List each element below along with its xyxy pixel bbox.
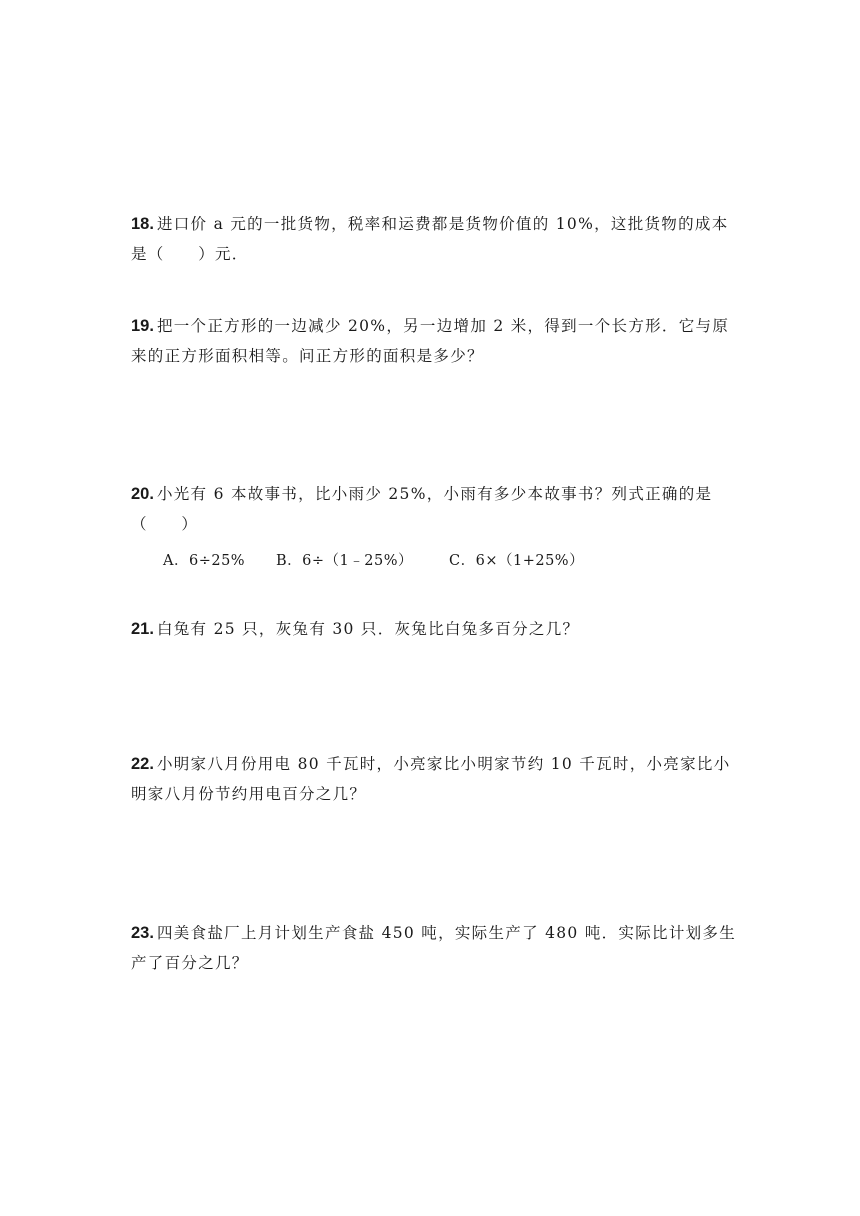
- question-text: （ ）: [131, 515, 199, 533]
- question-20-options: [163, 549, 584, 570]
- question-line: [131, 341, 731, 371]
- question-line: [131, 239, 731, 269]
- option-a: A．6÷25%: [163, 553, 246, 569]
- question-line: [131, 479, 731, 509]
- question-number: 21.: [131, 620, 154, 638]
- question-number: 23.: [131, 924, 154, 942]
- question-23: [131, 918, 737, 978]
- question-line: [131, 509, 731, 539]
- question-18: [131, 209, 731, 269]
- option-c: C．6×（1+25%）: [449, 553, 585, 569]
- question-number: 19.: [131, 317, 154, 335]
- question-number: 22.: [131, 755, 154, 773]
- question-line: [131, 918, 737, 948]
- question-21: [131, 614, 731, 644]
- question-line: [131, 749, 731, 779]
- question-text: 白兔有 25 只，灰兔有 30 只．灰兔比白兔多百分之几？: [156, 620, 580, 638]
- question-line: [131, 948, 731, 978]
- question-number: 18.: [131, 215, 154, 233]
- question-22: [131, 749, 731, 809]
- question-text: 来的正方形面积相等。问正方形的面积是多少？: [131, 347, 484, 365]
- question-text: 进口价 a 元的一批货物，税率和运费都是货物价值的 10%，这批货物的成本: [156, 215, 729, 233]
- option-b: B．6÷（1﹣25%）: [276, 553, 413, 569]
- question-text: 四美食盐厂上月计划生产食盐 450 吨，实际生产了 480 吨．实际比计划多生: [156, 924, 737, 942]
- question-line: [131, 311, 731, 341]
- question-text: 产了百分之几？: [131, 954, 249, 972]
- question-19: [131, 311, 731, 371]
- question-number: 20.: [131, 485, 154, 503]
- question-text: 明家八月份节约用电百分之几？: [131, 785, 367, 803]
- question-line: [131, 209, 731, 239]
- question-text: 把一个正方形的一边减少 20%，另一边增加 2 米，得到一个长方形．它与原: [156, 317, 730, 335]
- question-text: 小光有 6 本故事书，比小雨少 25%，小雨有多少本故事书？列式正确的是: [156, 485, 713, 503]
- question-20: [131, 479, 731, 539]
- question-line: [131, 614, 731, 644]
- question-line: [131, 779, 731, 809]
- question-text: 是（ ）元．: [131, 245, 249, 263]
- question-text: 小明家八月份用电 80 千瓦时，小亮家比小明家节约 10 千瓦时，小亮家比小: [156, 755, 731, 773]
